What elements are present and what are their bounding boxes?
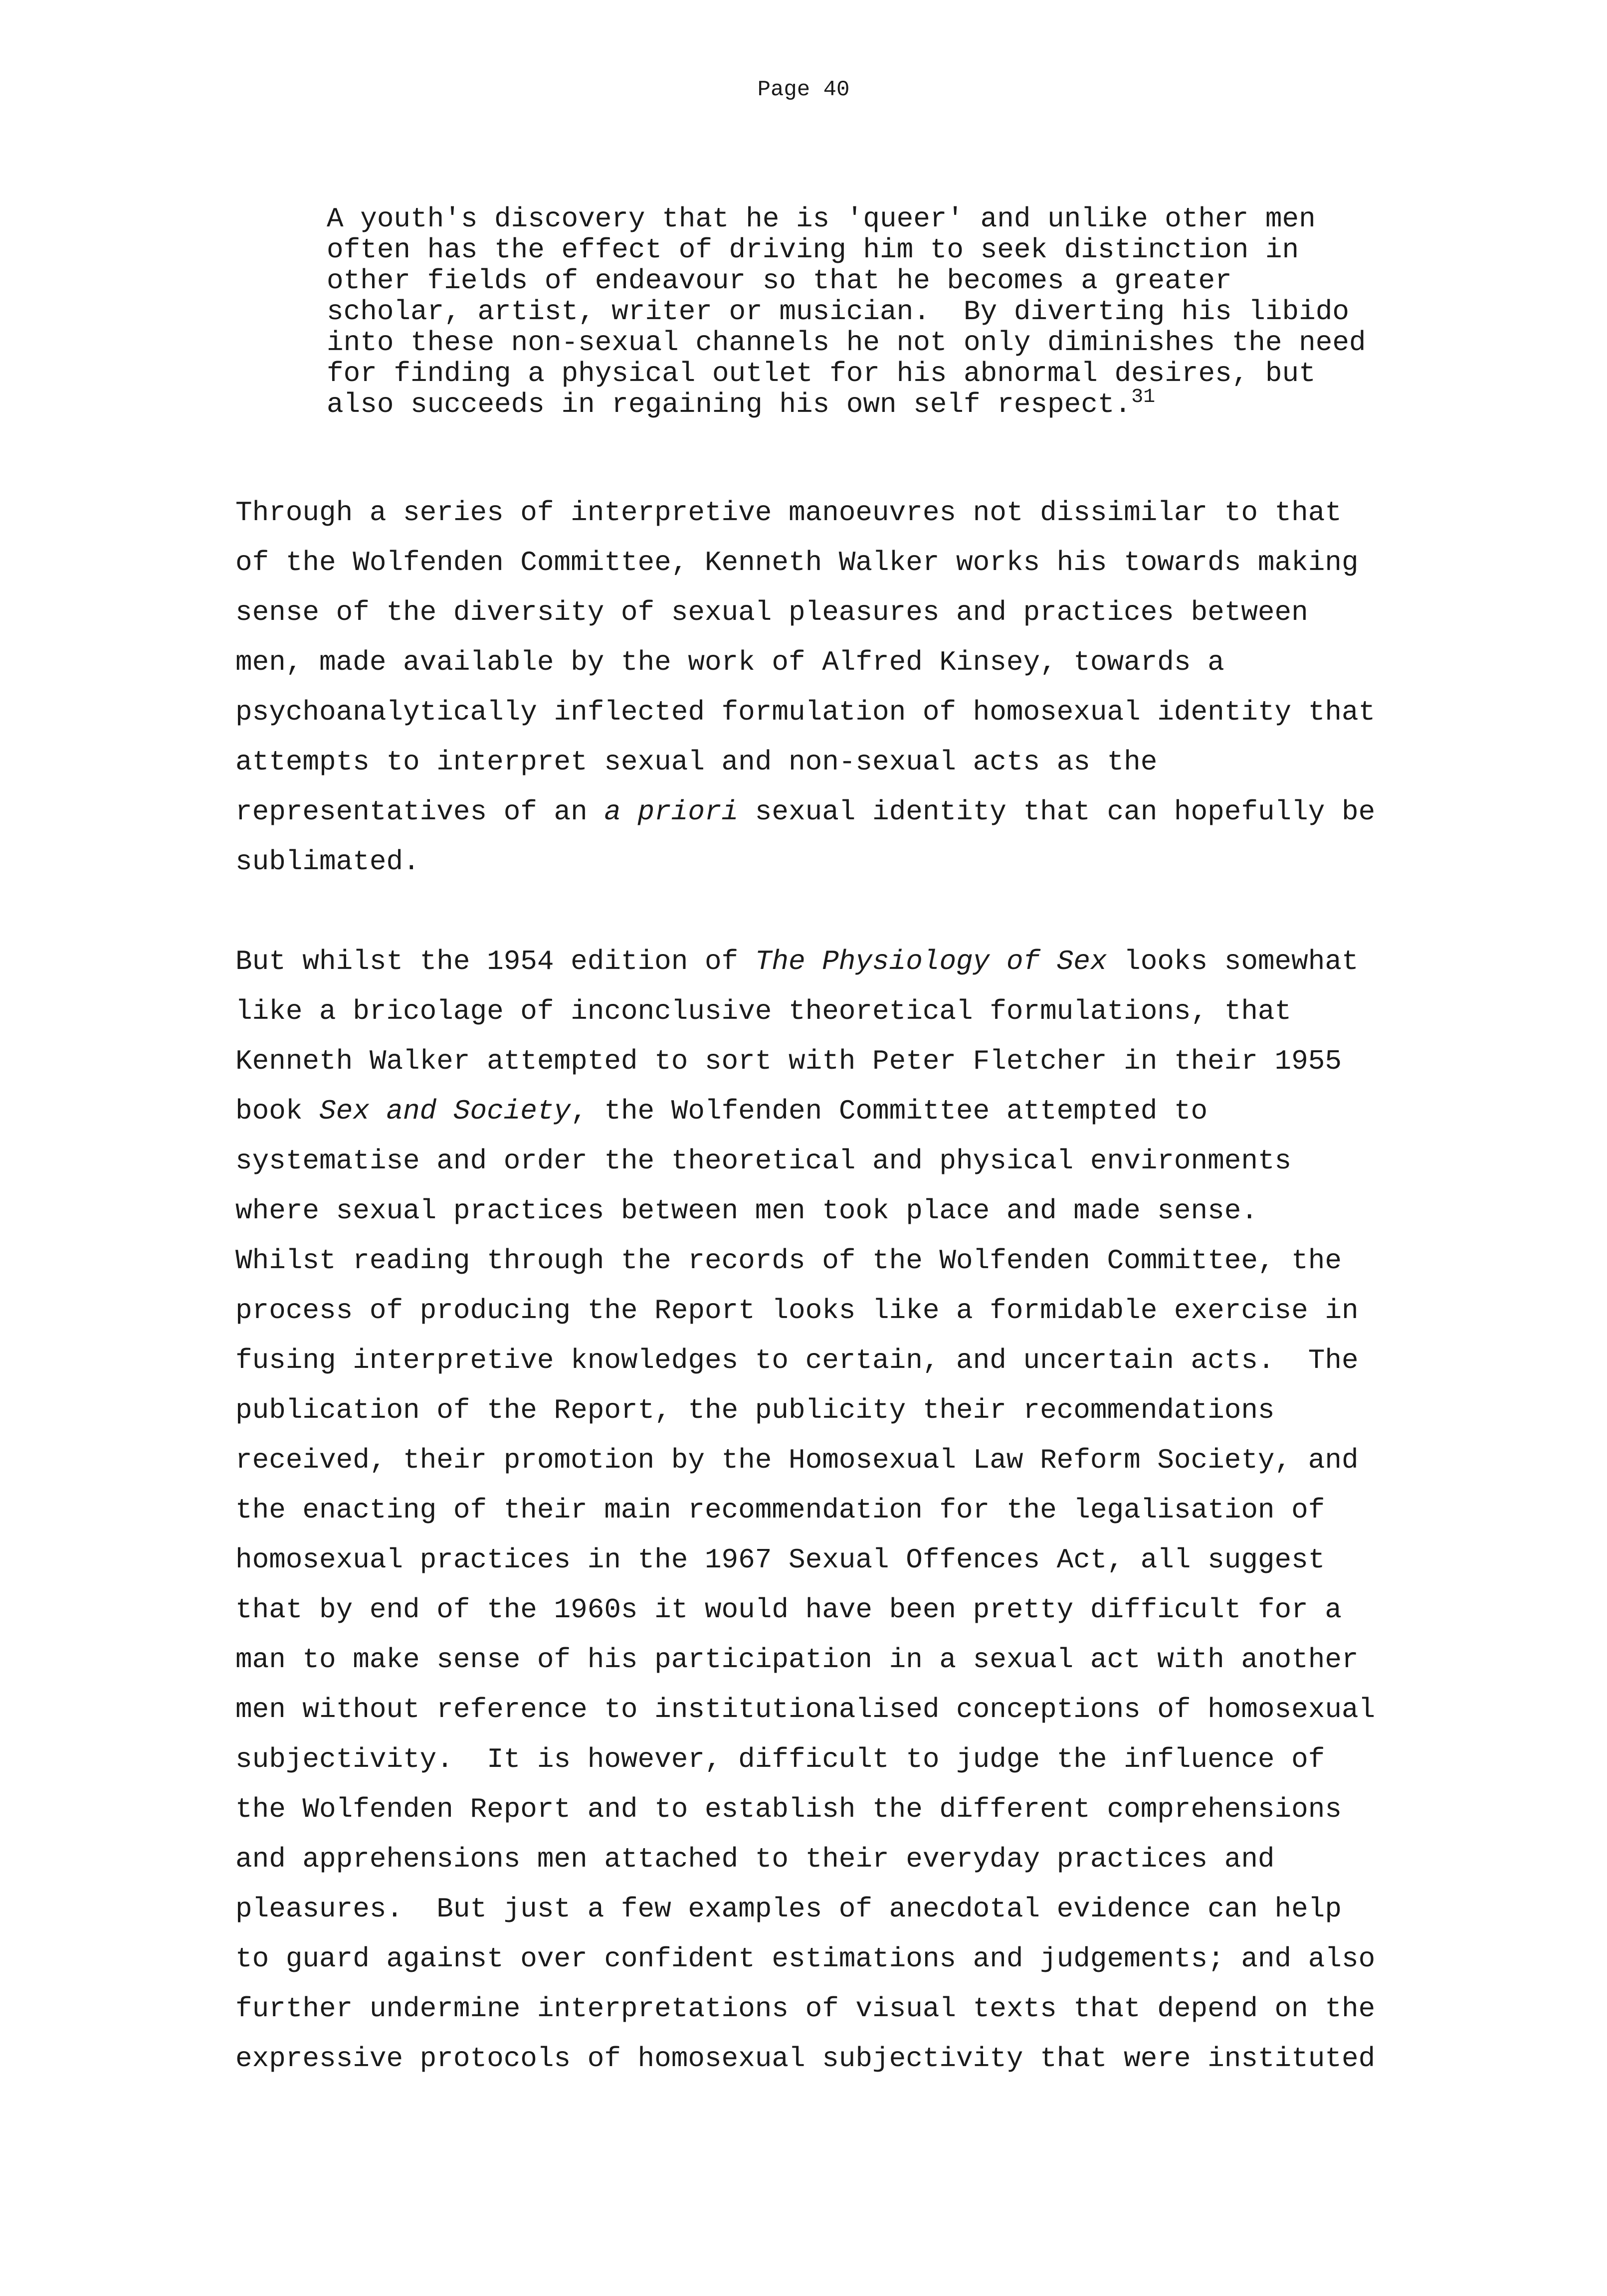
paragraph-line: men without reference to institutionalised conceptions of homosexual — [235, 1694, 1376, 1725]
quote-line-text: also succeeds in regaining his own self respect. — [327, 388, 1132, 420]
quote-line-last — [327, 386, 1474, 420]
paragraph-line: psychoanalytically inflected formulation of homosexual identity that — [235, 696, 1376, 728]
book-title: The Physiology of Sex — [755, 946, 1107, 977]
paragraph-line: received, their promotion by the Homosexual Law Reform Society, and — [235, 1444, 1359, 1476]
paragraph-line: and apprehensions men attached to their everyday practices and — [235, 1843, 1275, 1875]
italic-term: a priori — [604, 796, 739, 828]
paragraph-line: process of producing the Report looks like a formidable exercise in — [235, 1295, 1359, 1327]
paragraph-line: further undermine interpretations of visual texts that depend on the — [235, 1993, 1376, 2025]
paragraph-line: attempts to interpret sexual and non-sexual acts as the — [235, 746, 1158, 778]
paragraph-line: Through a series of interpretive manoeuvres not dissimilar to that — [235, 497, 1342, 529]
paragraph-line: the Wolfenden Report and to establish the different comprehensions — [235, 1793, 1342, 1825]
paragraph-line-with-title — [235, 937, 1432, 986]
quote-line: other fields of endeavour so that he becomes a greater — [327, 265, 1232, 297]
line-text: looks somewhat — [1107, 946, 1359, 977]
paragraph-line: homosexual practices in the 1967 Sexual Offences Act, all suggest — [235, 1544, 1325, 1576]
paragraph-line: Kenneth Walker attempted to sort with Peter Fletcher in their 1955 — [235, 1045, 1342, 1077]
quote-line: A youth's discovery that he is 'queer' and unlike other men — [327, 203, 1316, 235]
paragraph-line: to guard against over confident estimations and judgements; and also — [235, 1943, 1376, 1975]
line-text: sexual identity that can hopefully be — [738, 796, 1376, 828]
quote-line: for finding a physical outlet for his abnormal desires, but — [327, 358, 1316, 389]
paragraph-line-with-title — [235, 1086, 1432, 1136]
paragraph-line: Whilst reading through the records of the Wolfenden Committee, the — [235, 1245, 1342, 1277]
paragraph-wolfenden — [235, 937, 1432, 2084]
paragraph-line: the enacting of their main recommendation for the legalisation of — [235, 1494, 1325, 1526]
paragraph-line: pleasures. But just a few examples of anecdotal evidence can help — [235, 1893, 1342, 1925]
paragraph-line: subjectivity. It is however, difficult to judge the influence of — [235, 1743, 1325, 1775]
line-text: But whilst the 1954 edition of — [235, 946, 755, 977]
paragraph-kenneth-walker — [235, 488, 1432, 887]
line-text: representatives of an — [235, 796, 604, 828]
paragraph-line-with-italic — [235, 787, 1432, 837]
paragraph-line: sublimated. — [235, 846, 420, 878]
footnote-reference: 31 — [1131, 386, 1156, 408]
paragraph-line: sense of the diversity of sexual pleasures and practices between — [235, 596, 1308, 628]
paragraph-line: expressive protocols of homosexual subjectivity that were instituted — [235, 2043, 1376, 2075]
quote-line: scholar, artist, writer or musician. By diverting his libido — [327, 296, 1349, 328]
book-title: Sex and Society — [319, 1095, 571, 1127]
paragraph-line: publication of the Report, the publicity their recommendations — [235, 1394, 1275, 1426]
paragraph-line: systematise and order the theoretical and physical environments — [235, 1145, 1292, 1177]
block-quote — [327, 203, 1474, 420]
quote-line: into these non-sexual channels he not only diminishes the need — [327, 327, 1366, 359]
line-text: , the Wolfenden Committee attempted to — [571, 1095, 1208, 1127]
paragraph-line: like a bricolage of inconclusive theoretical formulations, that — [235, 995, 1292, 1027]
page-number-header: Page 40 — [757, 77, 850, 102]
paragraph-line: men, made available by the work of Alfred Kinsey, towards a — [235, 646, 1224, 678]
paragraph-line: of the Wolfenden Committee, Kenneth Walker works his towards making — [235, 547, 1359, 578]
paragraph-line: fusing interpretive knowledges to certain, and uncertain acts. The — [235, 1344, 1359, 1376]
line-text: book — [235, 1095, 320, 1127]
quote-line: often has the effect of driving him to seek distinction in — [327, 234, 1299, 266]
paragraph-line: where sexual practices between men took place and made sense. — [235, 1195, 1258, 1227]
paragraph-line: that by end of the 1960s it would have been pretty difficult for a — [235, 1594, 1342, 1626]
paragraph-line: man to make sense of his participation in a sexual act with another — [235, 1644, 1359, 1676]
